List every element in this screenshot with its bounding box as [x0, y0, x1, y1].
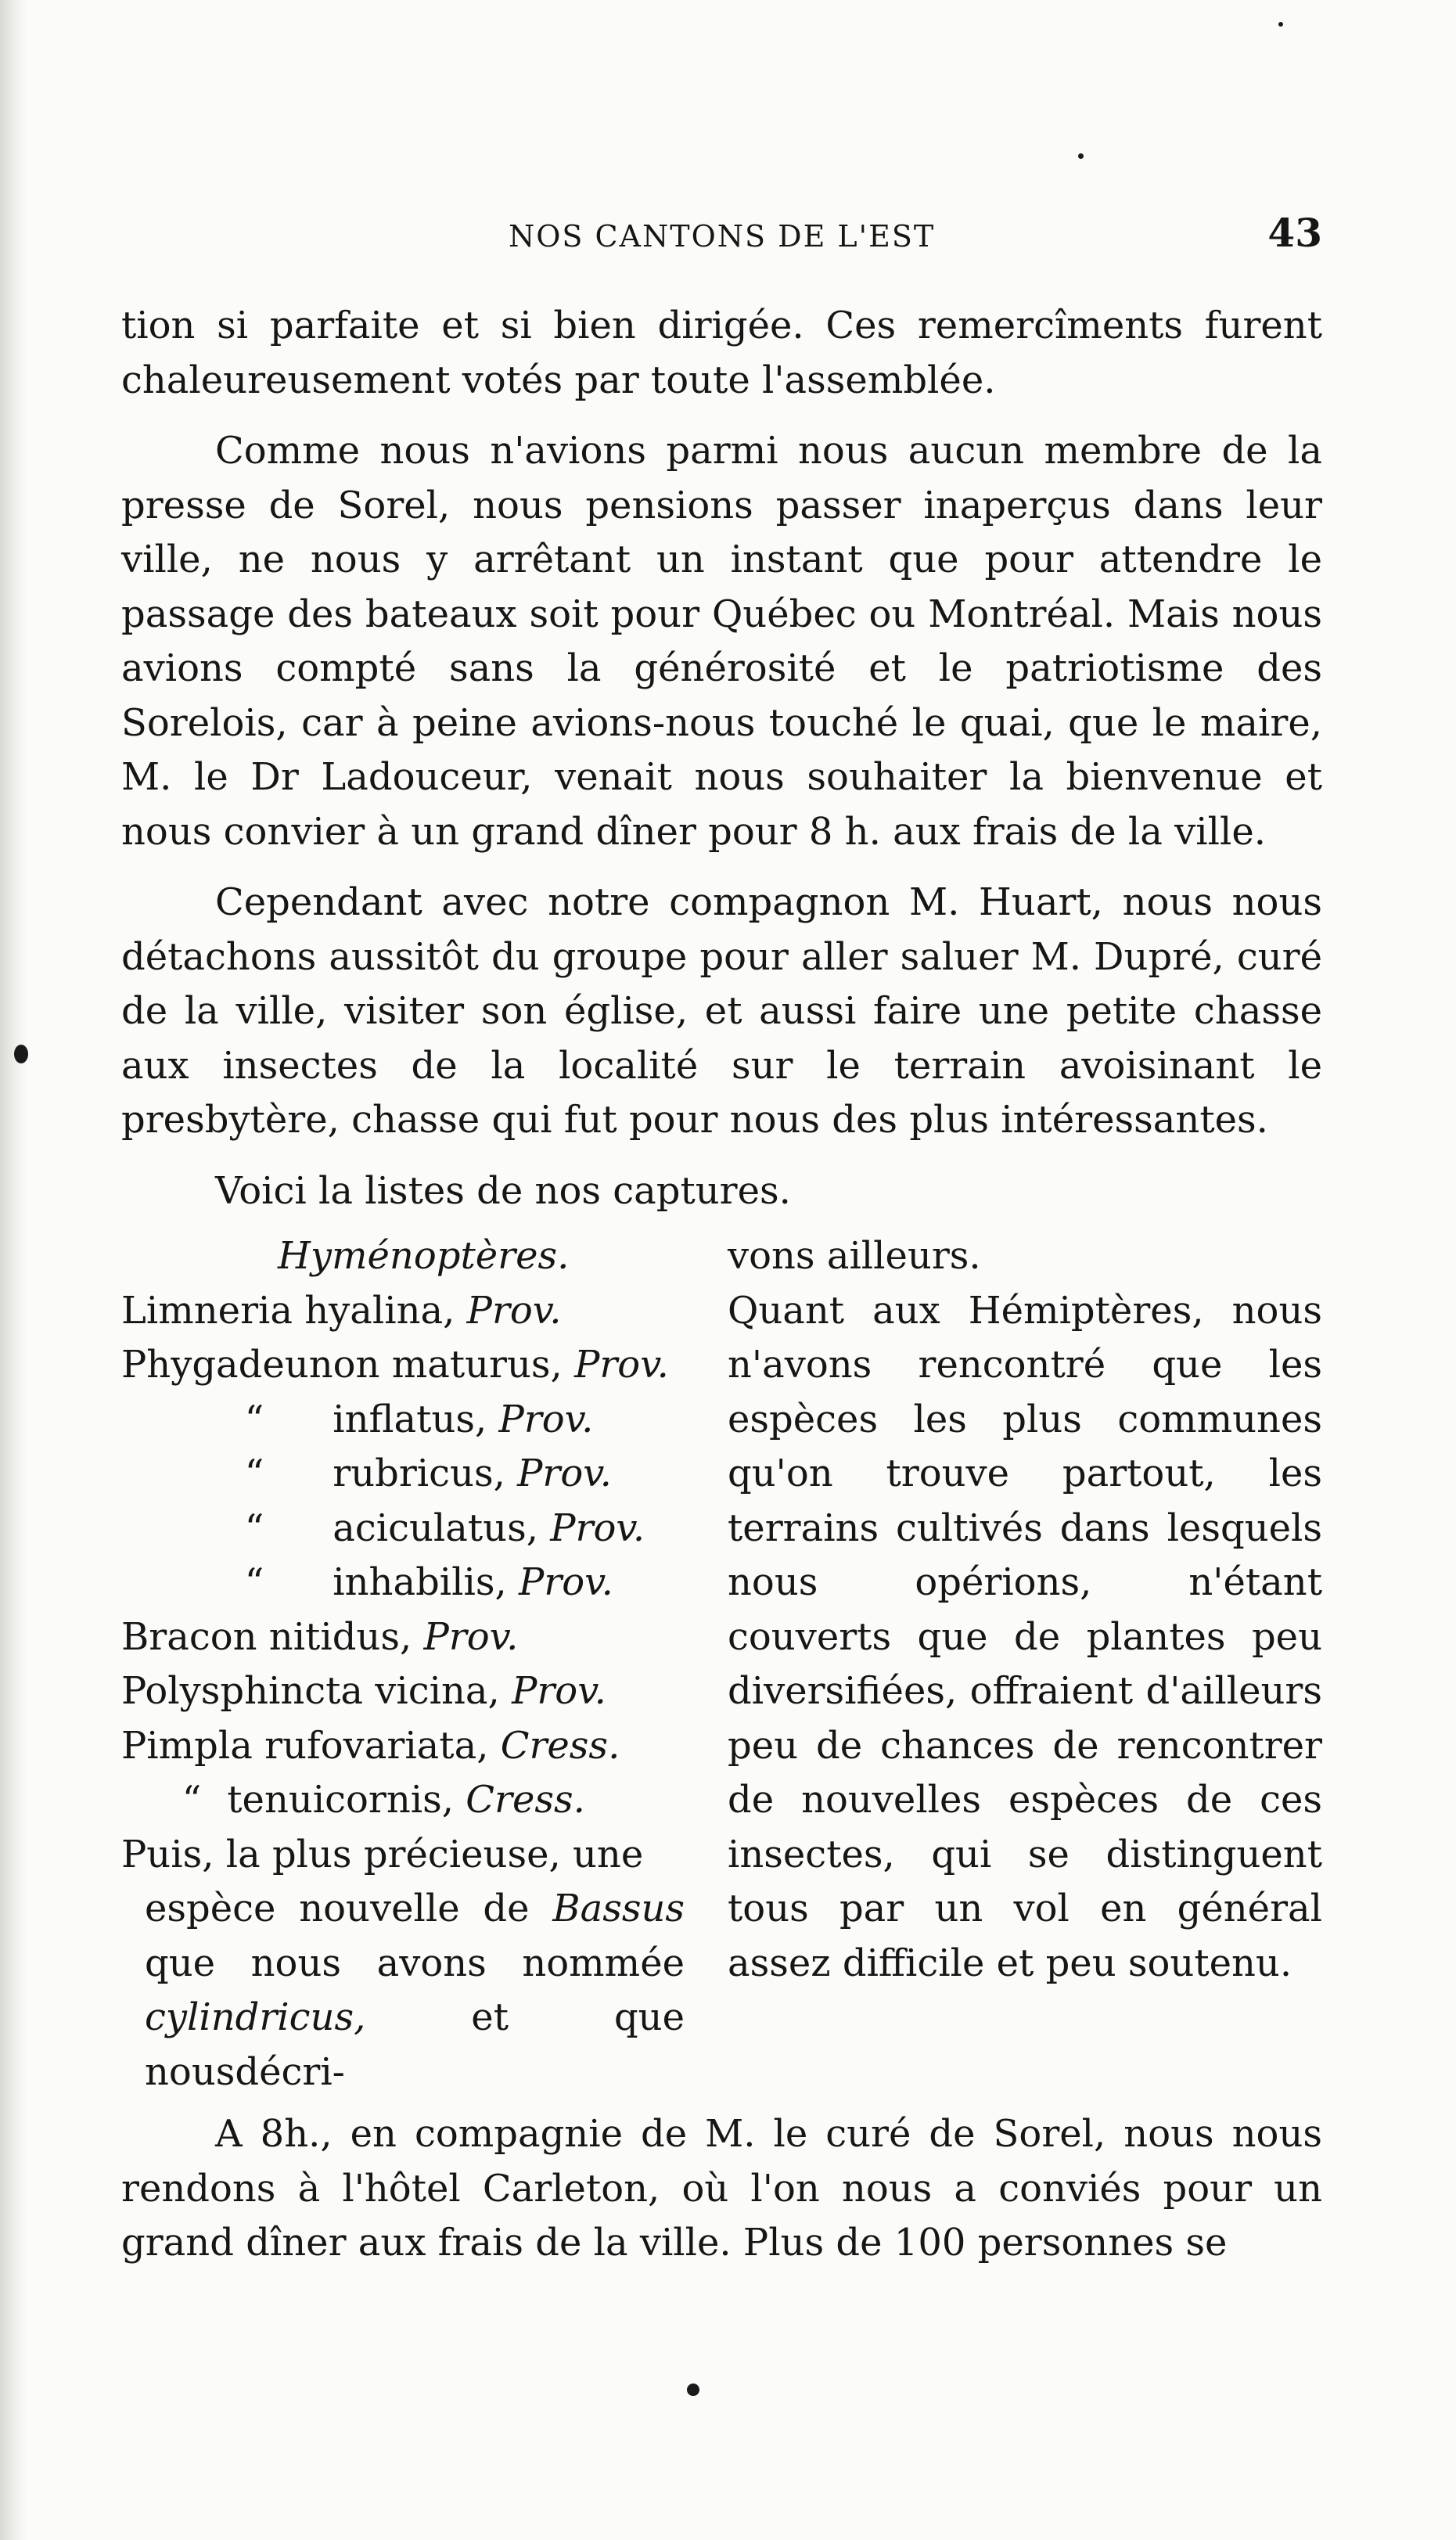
species-author: Cress.	[466, 1778, 585, 1822]
ditto-mark: “	[182, 1778, 202, 1822]
species-author: Prov.	[466, 1288, 562, 1333]
species-name: Phygadeunon maturus,	[121, 1343, 563, 1387]
ink-speck-mark	[1278, 22, 1283, 27]
ditto-mark: “	[244, 1397, 264, 1441]
species-name: inhabilis,	[333, 1560, 507, 1604]
species-author: Prov.	[550, 1506, 645, 1550]
hemiptera-paragraph: Quant aux Hémiptères, nous n'avons rencontré que les espèces les plus communes qu'on trouve partout, les terrains cultivés dans lesquels nous opérions, n'étant couverts que de plantes peu diversifiées, offraient d'ailleurs peu de chances de rencontrer de nouvelles espèces de ces insectes, qui se distinguent tous par un vol en général assez difficile et peu soutenu.	[728, 1288, 1322, 1985]
right-column-line-1: vons ailleurs.	[728, 1234, 981, 1278]
species-name: inflatus,	[333, 1397, 487, 1441]
ink-speck-mark	[14, 1045, 28, 1063]
species-author: Prov.	[519, 1560, 613, 1604]
ditto-mark: “	[244, 1452, 264, 1495]
captures-two-column	[121, 1229, 1322, 2099]
running-head: NOS CANTONS DE L'EST	[509, 219, 936, 254]
species-row	[121, 1664, 685, 1719]
paragraph-1: tion si parfaite et si bien dirigée. Ces remercîments furent chaleureusement votés par toute l'assemblée.	[121, 304, 1322, 402]
species-row	[121, 1284, 685, 1339]
bassus-entry-continuation: espèce nouvelle de Bassus que nous avons nommée cylindricus, et que nousdécri-	[145, 1887, 685, 2094]
ditto-mark: “	[244, 1560, 264, 1604]
species-name: aciculatus,	[333, 1506, 538, 1550]
species-name: Pimpla rufovariata,	[121, 1723, 489, 1768]
species-name: Polysphincta vicina,	[121, 1669, 500, 1713]
species-name: rubricus,	[333, 1452, 505, 1495]
hemiptera-column	[728, 1229, 1322, 2099]
new-species-name: cylindricus,	[145, 1995, 366, 2039]
page-number: 43	[1267, 210, 1322, 256]
ditto-mark: “	[244, 1506, 264, 1550]
species-name: Limneria hyalina,	[121, 1288, 455, 1333]
species-author: Prov.	[517, 1452, 612, 1495]
species-row	[188, 1502, 685, 1556]
ink-speck-mark	[1078, 153, 1084, 159]
text-block	[121, 299, 1322, 2287]
species-row	[168, 1773, 685, 1828]
ink-speck-mark	[687, 2383, 699, 2396]
paragraph-5: A 8h., en compagnie de M. le curé de Sorel, nous nous rendons à l'hôtel Carleton, où l'on nous a conviés pour un grand dîner aux frais de la ville. Plus de 100 personnes se	[121, 2112, 1322, 2265]
species-author: Prov.	[498, 1397, 594, 1441]
paragraph-captures-intro: Voici la listes de nos captures.	[215, 1168, 791, 1213]
species-author: Prov.	[512, 1669, 606, 1713]
species-author: Cress.	[500, 1723, 620, 1768]
paragraph-3: Cependant avec notre compagnon M. Huart, nous nous détachons aussitôt du groupe pour aller saluer M. Dupré, curé de la ville, visiter son église, et aussi faire une petite chasse aux insectes de la localité sur le terrain avoisinant le presbytère, chasse qui fut pour nous des plus intéressantes.	[121, 880, 1322, 1142]
page-gutter-shadow	[0, 0, 27, 2540]
species-row	[188, 1393, 685, 1448]
species-row	[121, 1610, 685, 1665]
species-author: Prov.	[574, 1343, 669, 1387]
species-name: tenuicornis,	[227, 1778, 455, 1822]
paragraph-2: Comme nous n'avions parmi nous aucun membre de la presse de Sorel, nous pensions passer inaperçus dans leur ville, ne nous y arrêtant un instant que pour attendre le passage des bateaux soit pour Québec ou Montréal. Mais nous avions compté sans la générosité et le patriotisme des Sorelois, car à peine avions-nous touché le quai, que le maire, M. le Dr Ladouceur, venait nous souhaiter la bienvenue et nous convier à un grand dîner pour 8 h. aux frais de la ville.	[121, 429, 1322, 854]
species-author: Prov.	[423, 1614, 519, 1659]
species-row	[121, 1338, 685, 1393]
bassus-entry-first-line: Puis, la plus précieuse, une	[121, 1832, 644, 1876]
section-heading-hymenopteres: Hyménoptères.	[278, 1234, 570, 1278]
genus-name: Bassus	[552, 1887, 685, 1930]
species-name: Bracon nitidus,	[121, 1614, 412, 1659]
species-row	[121, 1719, 685, 1774]
species-row	[188, 1447, 685, 1502]
species-row	[188, 1556, 685, 1610]
species-list	[121, 1229, 685, 2099]
page-header	[117, 210, 1322, 264]
